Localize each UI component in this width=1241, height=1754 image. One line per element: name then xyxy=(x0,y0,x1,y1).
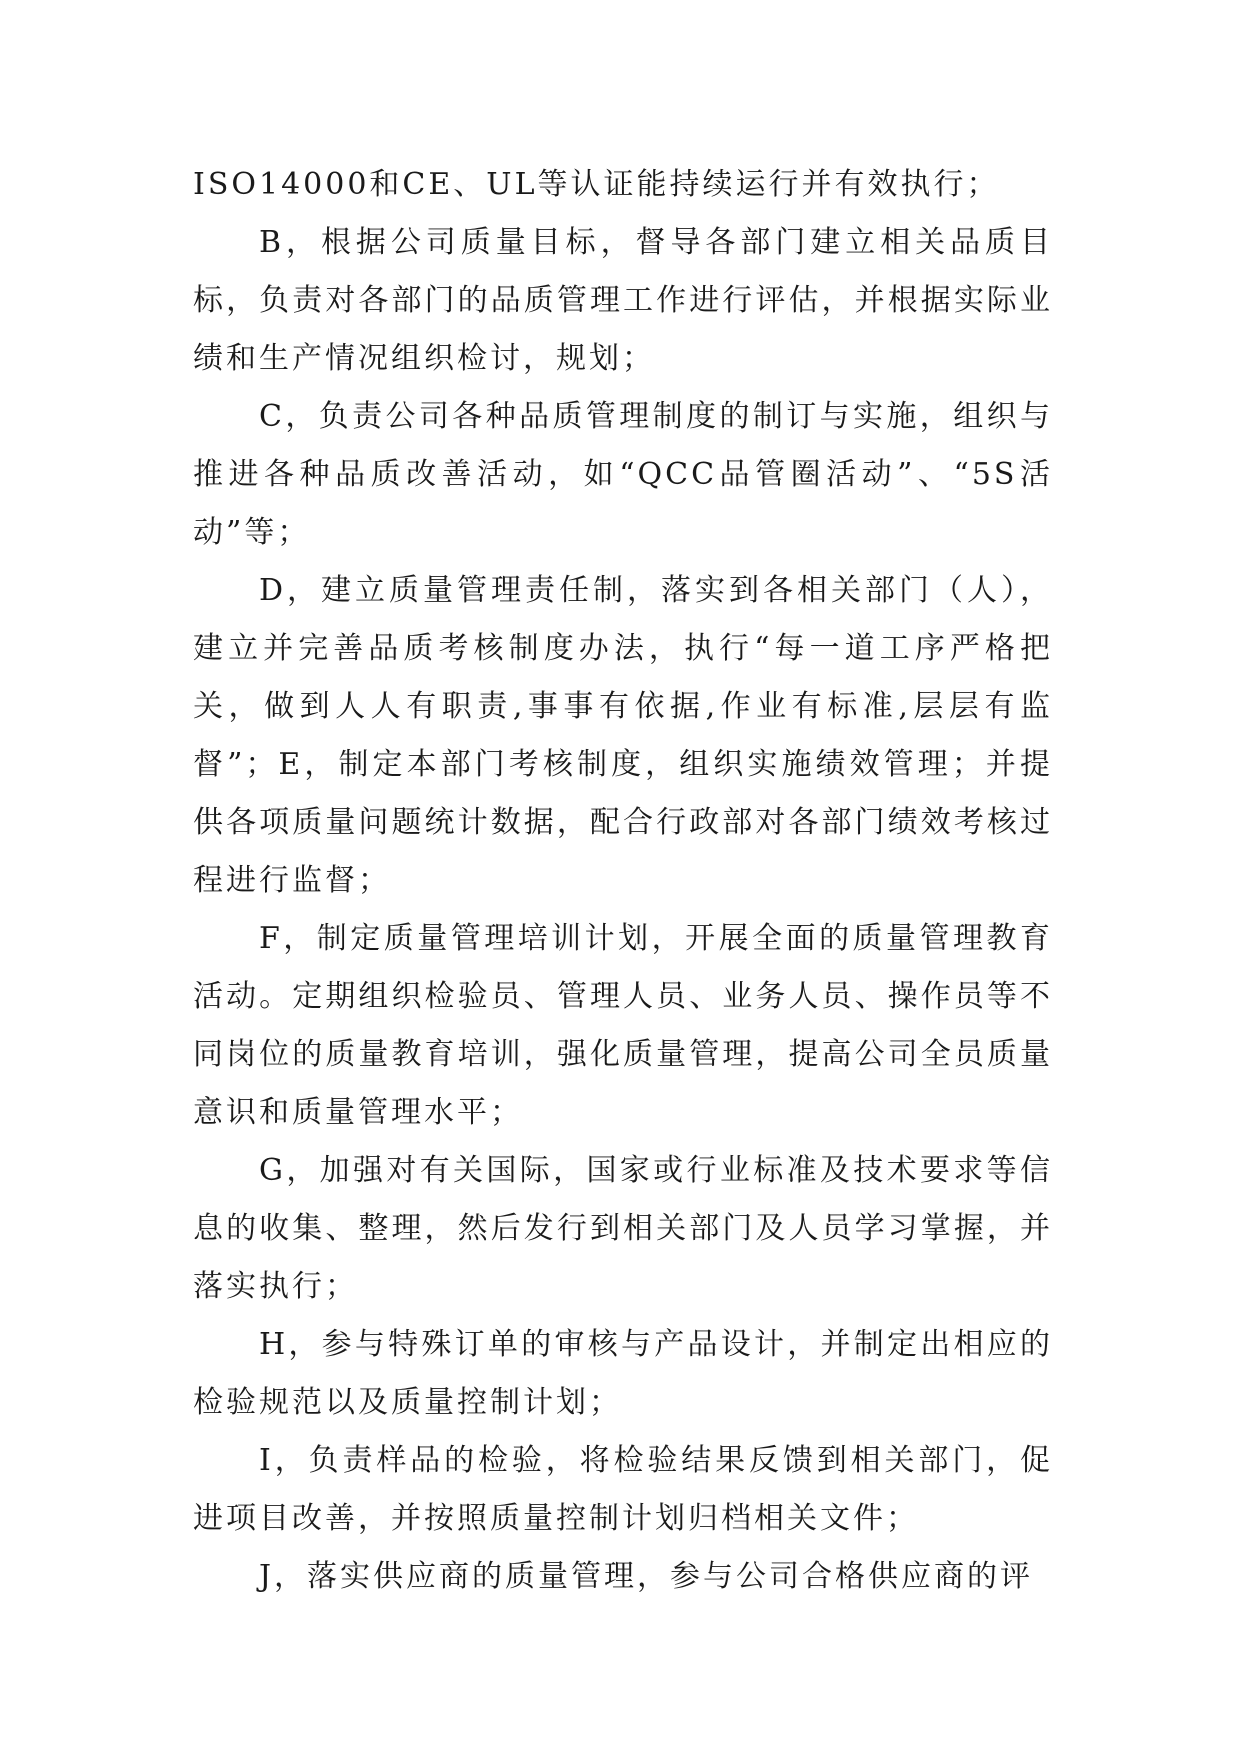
paragraph-i: I，负责样品的检验，将检验结果反馈到相关部门，促进项目改善，并按照质量控制计划归档相关文件； xyxy=(193,1443,1053,1536)
paragraph-f: F，制定质量管理培训计划，开展全面的质量管理教育活动。定期组织检验员、管理人员、业务人员、操作员等不同岗位的质量教育培训，强化质量管理，提高公司全员质量意识和质量管理水平； xyxy=(193,921,1053,1130)
paragraph-continuation: ISO14000和CE、UL等认证能持续运行并有效执行； xyxy=(193,167,1000,202)
paragraph-b: B，根据公司质量目标，督导各部门建立相关品质目标，负责对各部门的品质管理工作进行评估，并根据实际业绩和生产情况组织检讨，规划； xyxy=(193,225,1053,376)
paragraph-h: H，参与特殊订单的审核与产品设计，并制定出相应的检验规范以及质量控制计划； xyxy=(193,1327,1053,1420)
paragraph-d-e: D，建立质量管理责任制，落实到各相关部门（人），建立并完善品质考核制度办法，执行“每一道工序严格把关，做到人人有职责,事事有依据,作业有标准,层层有监督”；E，制定本部门考核制度，组织实施绩效管理；并提供各项质量问题统计数据，配合行政部对各部门绩效考核过程进行监督； xyxy=(193,573,1053,898)
document-body xyxy=(193,156,1053,1606)
paragraph-g: G，加强对有关国际，国家或行业标准及技术要求等信息的收集、整理，然后发行到相关部门及人员学习掌握，并落实执行； xyxy=(193,1153,1053,1304)
paragraph-j: J，落实供应商的质量管理，参与公司合格供应商的评 xyxy=(259,1559,1034,1594)
paragraph-c: C，负责公司各种品质管理制度的制订与实施，组织与推进各种品质改善活动，如“QCC品管圈活动”、“5S活动”等； xyxy=(193,399,1053,550)
